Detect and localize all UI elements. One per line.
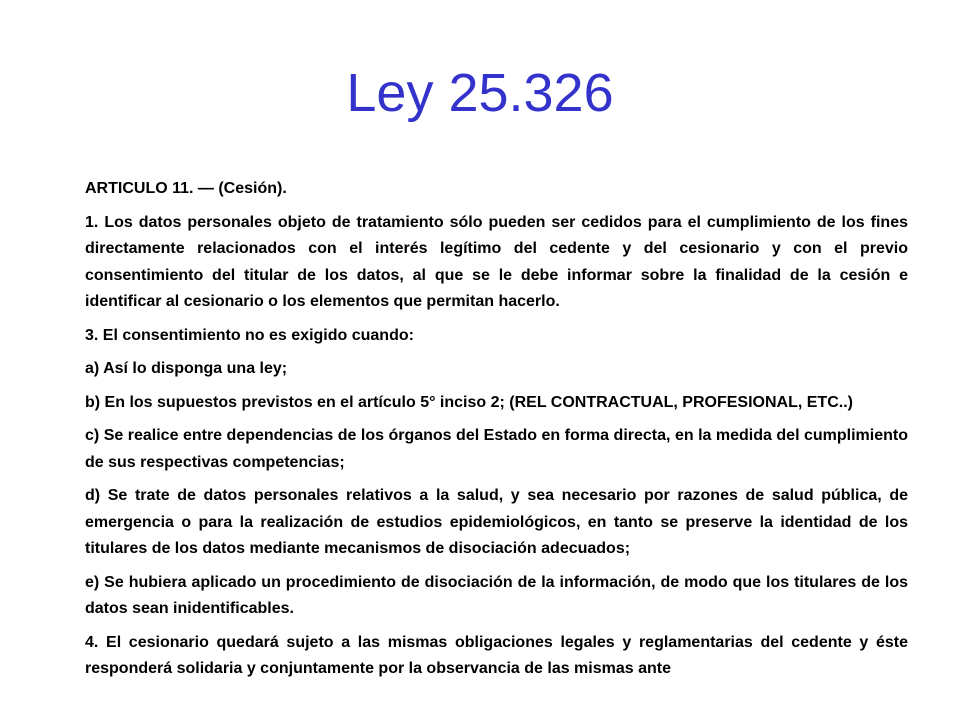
paragraph-1: 1. Los datos personales objeto de tratamiento sólo pueden ser cedidos para el cumplimiento de los fines directamente relacionados con el interés legítimo del cedente y del cesionario y con el previo consentimiento del titular de los datos, al que se le debe informar sobre la finalidad de la cesión e identificar al cesionario o los elementos que permitan hacerlo. <box>85 213 908 310</box>
item-b: b) En los supuestos previstos en el artículo 5° inciso 2; (REL CONTRACTUAL, PROFESIONAL, ETC..) <box>85 393 853 411</box>
item-c: c) Se realice entre dependencias de los órganos del Estado en forma directa, en la medida del cumplimiento de sus respectivas competencias; <box>85 427 908 471</box>
item-a: a) Así lo disponga una ley; <box>85 360 288 377</box>
article-heading: ARTICULO 11. — (Cesión). <box>85 180 287 197</box>
paragraph-4: 4. El cesionario quedará sujeto a las mismas obligaciones legales y reglamentarias del cedente y éste responderá solidaria y conjuntamente por la observancia de las mismas ante <box>85 633 908 677</box>
item-e: e) Se hubiera aplicado un procedimiento de disociación de la información, de modo que los titulares de los datos sean inidentificables. <box>85 573 908 617</box>
slide-body <box>85 176 908 690</box>
paragraph-3: 3. El consentimiento no es exigido cuando: <box>85 326 414 344</box>
item-d: d) Se trate de datos personales relativos a la salud, y sea necesario por razones de salud pública, de emergencia o para la realización de estudios epidemiológicos, en tanto se preserve la identidad de los titulares de los datos mediante mecanismos de disociación adecuados; <box>85 487 908 557</box>
slide-title: Ley 25.326 <box>346 63 614 123</box>
